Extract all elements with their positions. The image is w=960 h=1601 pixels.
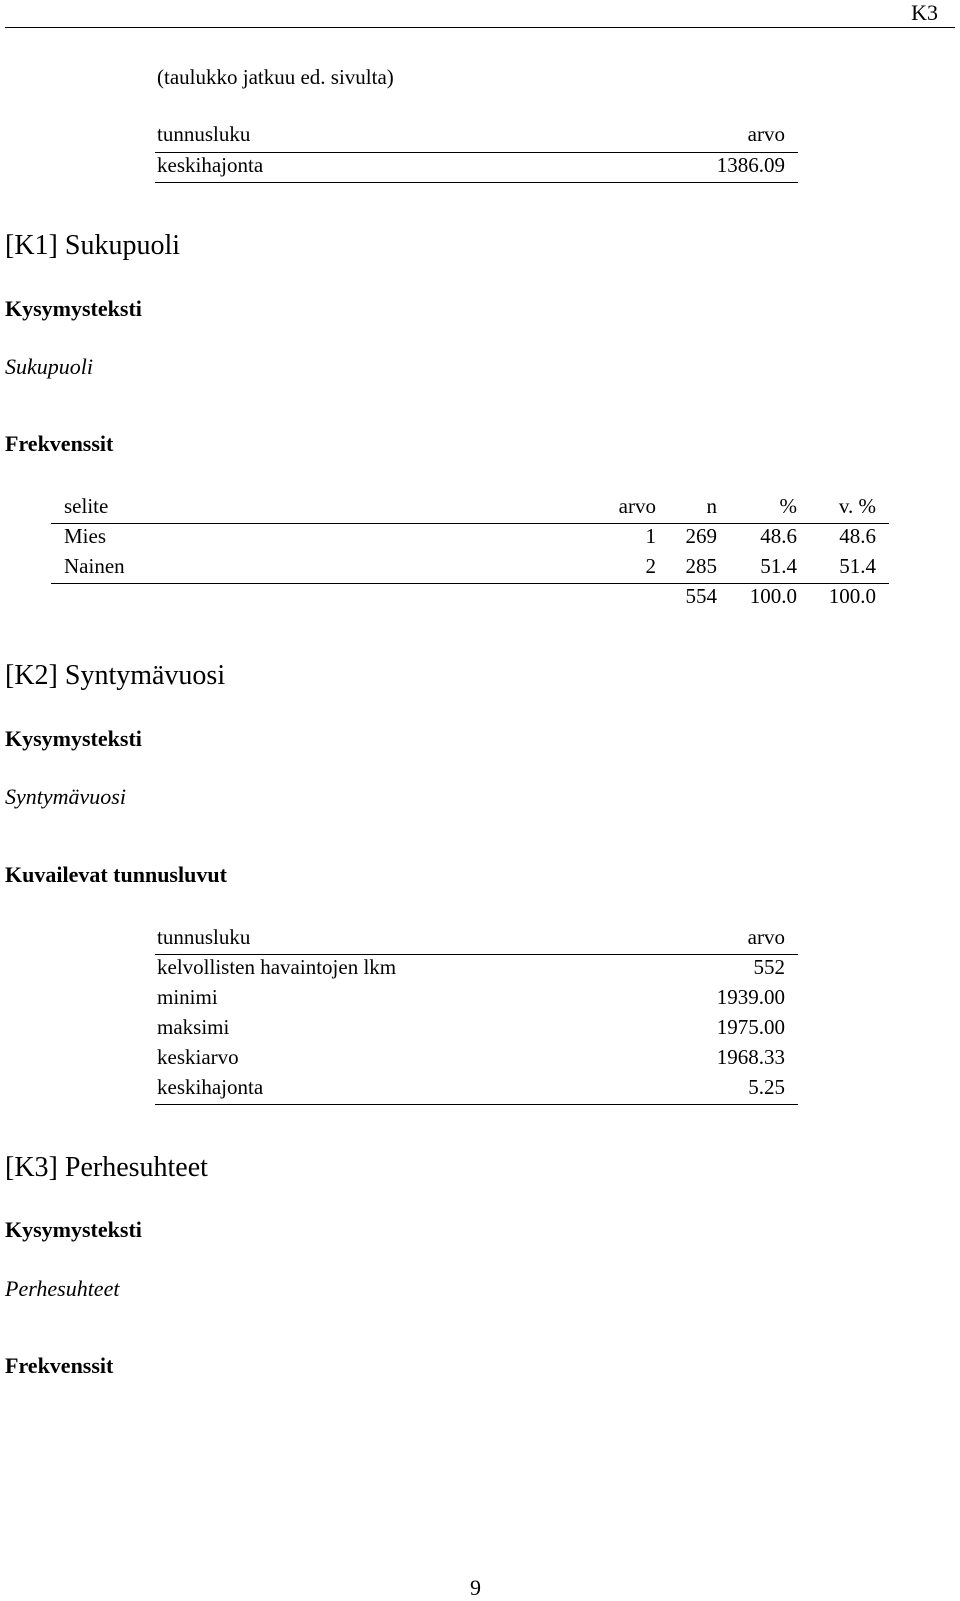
freq-total-pct: 100.0 — [749, 584, 797, 608]
table-header-tunnusluku: tunnusluku — [157, 122, 251, 146]
running-header-label: K3 — [911, 0, 938, 25]
freq-cell-selite: Nainen — [64, 554, 125, 578]
table-cell-label: keskihajonta — [157, 153, 264, 177]
question-heading-k2: Kysymysteksti — [5, 726, 142, 751]
freq-cell-selite: Mies — [64, 524, 106, 548]
stats-cell-value: 1968.33 — [716, 1045, 785, 1069]
table-bottom-rule — [155, 182, 798, 183]
table-cell-value: 1386.09 — [716, 153, 785, 177]
question-text-k1: Sukupuoli — [5, 354, 93, 379]
page-number: 9 — [470, 1575, 481, 1600]
freq-header-selite: selite — [64, 494, 109, 518]
stats-header-arvo: arvo — [747, 925, 785, 949]
continued-note: (taulukko jatkuu ed. sivulta) — [157, 65, 394, 89]
stats-header-tunnusluku: tunnusluku — [157, 925, 251, 949]
freq-cell-arvo: 1 — [645, 524, 656, 548]
stats-cell-label: minimi — [157, 985, 218, 1009]
stats-cell-label: keskiarvo — [157, 1045, 239, 1069]
stats-cell-value: 5.25 — [748, 1075, 785, 1099]
freq-header-arvo: arvo — [618, 494, 656, 518]
stats-cell-label: keskihajonta — [157, 1075, 264, 1099]
stats-cell-value: 552 — [753, 955, 785, 979]
section-title-k3: [K3] Perhesuhteet — [5, 1152, 208, 1183]
section-title-k1: [K1] Sukupuoli — [5, 230, 180, 261]
stats-heading-k2: Kuvailevat tunnusluvut — [5, 862, 227, 887]
freq-cell-pct: 51.4 — [760, 554, 797, 578]
freq-cell-valid-pct: 48.6 — [839, 524, 876, 548]
stats-cell-value: 1939.00 — [716, 985, 785, 1009]
freq-cell-arvo: 2 — [645, 554, 656, 578]
stats-cell-label: kelvollisten havaintojen lkm — [157, 955, 397, 979]
table-header-arvo: arvo — [747, 122, 785, 146]
freq-header-pct: % — [779, 494, 797, 518]
freq-cell-n: 285 — [685, 554, 717, 578]
question-text-k3: Perhesuhteet — [5, 1276, 120, 1301]
freq-total-n: 554 — [685, 584, 717, 608]
stats-bottom-rule — [155, 1104, 798, 1105]
freq-cell-valid-pct: 51.4 — [839, 554, 876, 578]
freq-heading-k3: Frekvenssit — [5, 1353, 114, 1378]
question-heading-k3: Kysymysteksti — [5, 1217, 142, 1242]
header-rule — [5, 27, 955, 28]
question-text-k2: Syntymävuosi — [5, 784, 126, 809]
question-heading-k1: Kysymysteksti — [5, 296, 142, 321]
freq-total-valid-pct: 100.0 — [828, 584, 876, 608]
freq-cell-pct: 48.6 — [760, 524, 797, 548]
freq-cell-n: 269 — [685, 524, 717, 548]
freq-header-n: n — [706, 494, 717, 518]
stats-cell-label: maksimi — [157, 1015, 230, 1039]
freq-header-valid-pct: v. % — [838, 494, 876, 518]
stats-cell-value: 1975.00 — [716, 1015, 785, 1039]
freq-heading-k1: Frekvenssit — [5, 431, 114, 456]
section-title-k2: [K2] Syntymävuosi — [5, 660, 226, 691]
